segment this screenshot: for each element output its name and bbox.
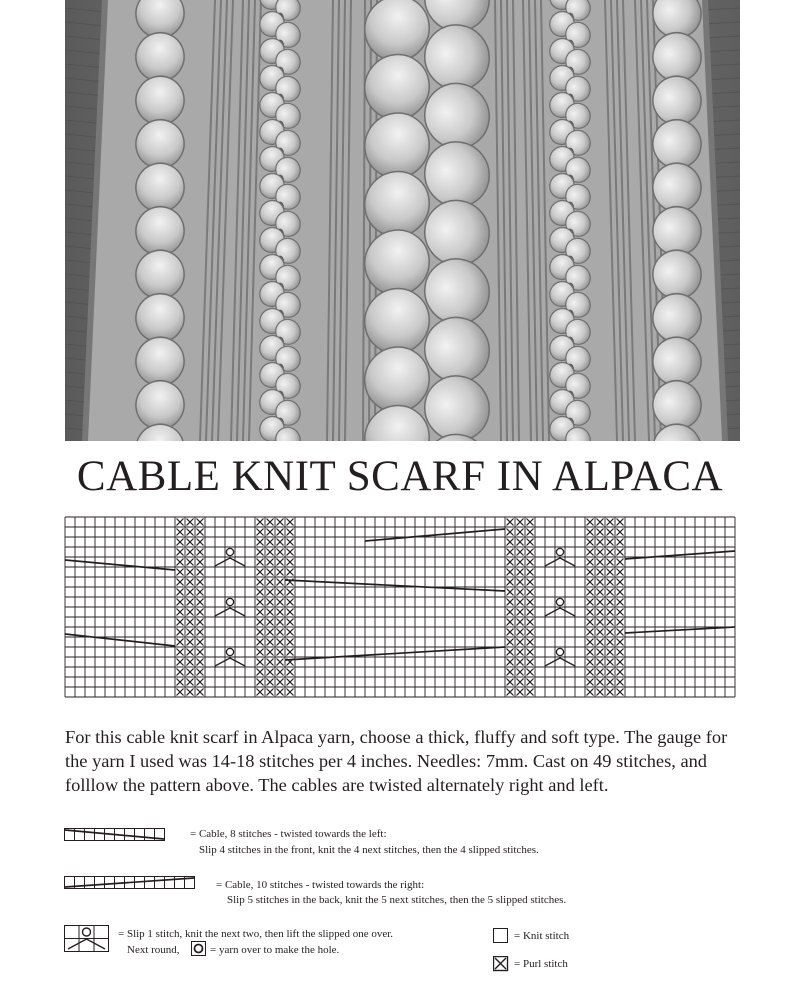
slip-stitch-line2-suffix: = yarn over to make the hole.: [210, 944, 340, 956]
purl-stitch-label: = Purl stitch: [514, 958, 568, 970]
cable-right-line2: Slip 5 stitches in the back, knit the 5 next stitches, then the 5 slipped stitches.: [227, 894, 567, 906]
knit-stitch-label: = Knit stitch: [514, 930, 570, 942]
page-title: CABLE KNIT SCARF IN ALPACA: [76, 453, 724, 500]
cable-left-line1: = Cable, 8 stitches - twisted towards the left:: [190, 828, 387, 840]
cable-right-symbol: [64, 876, 204, 894]
cable-left-line2: Slip 4 stitches in the front, knit the 4 next stitches, then the 4 slipped stitches.: [199, 844, 539, 856]
slip-stitch-line2-prefix: Next round,: [127, 944, 180, 956]
cable-knit-photo: [65, 0, 740, 441]
slip-stitch-line1: = Slip 1 stitch, knit the next two, then lift the slipped one over.: [118, 928, 394, 940]
purl-stitch-symbol: [493, 956, 509, 972]
pattern-description: For this cable knit scarf in Alpaca yarn, choose a thick, fluffy and soft type. The gauge for the yarn I used was 14-18 stitches per 4 inches. Needles: 7mm. Cast on 49 stitches, and folllow the pattern above. The cables are twisted alternately right and left.: [65, 727, 728, 795]
knitting-chart: [64, 516, 740, 698]
yarn-over-symbol: [191, 941, 207, 957]
knit-stitch-symbol: [493, 928, 509, 944]
slip-stitch-symbol: [64, 925, 110, 953]
cable-right-line1: = Cable, 10 stitches - twisted towards the right:: [216, 879, 425, 891]
cable-left-symbol: [64, 828, 174, 846]
